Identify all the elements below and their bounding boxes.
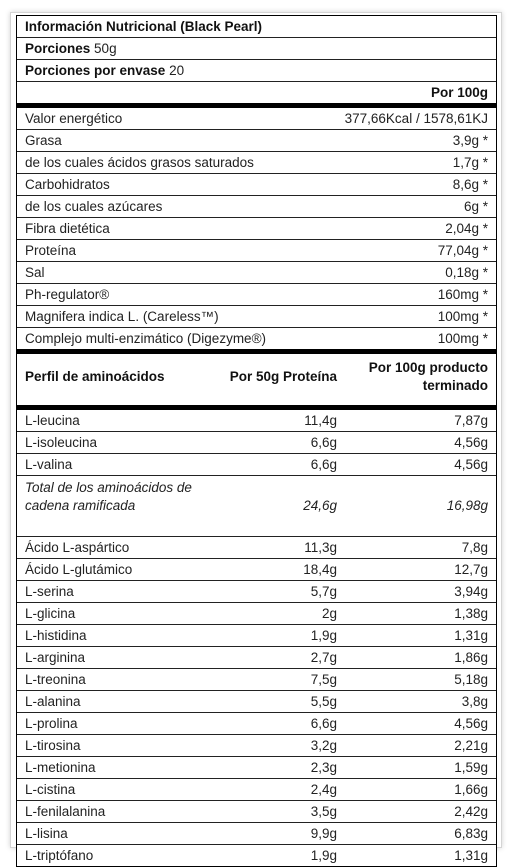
nutrient-name: Complejo multi-enzimático (Digezyme®) <box>25 331 267 346</box>
amino-row <box>17 454 496 476</box>
amino-per50-value: 2g <box>321 606 337 621</box>
amino-per100-value: 2,42g <box>454 804 488 819</box>
amino-per50-value: 3,2g <box>310 738 337 753</box>
amino-per100-value: 1,31g <box>454 848 488 863</box>
nutrient-row <box>17 174 496 196</box>
amino-row <box>17 647 496 669</box>
amino-per100-value: 1,31g <box>454 628 488 643</box>
amino-table <box>17 410 496 866</box>
nutrient-value: 2,04g * <box>445 221 488 236</box>
serving-size-row <box>17 38 496 60</box>
amino-per100-value: 7,8g <box>461 540 488 555</box>
nutrient-value: 6g * <box>463 199 488 214</box>
amino-per50-value: 7,5g <box>310 672 337 687</box>
amino-name: Total de los aminoácidos de cadena ramificada <box>25 480 192 513</box>
amino-per100-value: 5,18g <box>454 672 488 687</box>
amino-row <box>17 801 496 823</box>
amino-header-row <box>17 354 496 410</box>
nutrient-name: de los cuales azúcares <box>25 199 163 214</box>
serving-size-value: 50g <box>94 41 117 56</box>
amino-name: L-lisina <box>25 826 68 841</box>
amino-per50-value: 3,5g <box>310 804 337 819</box>
amino-row <box>17 713 496 735</box>
nutrient-name: Valor energético <box>25 111 123 126</box>
amino-row <box>17 823 496 845</box>
amino-row <box>17 669 496 691</box>
servings-per-container-row <box>17 60 496 82</box>
amino-per50-value: 1,9g <box>310 628 337 643</box>
nutrition-label <box>16 15 497 867</box>
amino-per50-value: 2,4g <box>310 782 337 797</box>
nutrient-name: Carbohidratos <box>25 177 110 192</box>
amino-per50-value: 2,3g <box>310 760 337 775</box>
amino-name: L-serina <box>25 584 74 599</box>
amino-name: L-tirosina <box>25 738 81 753</box>
amino-per50-value: 6,6g <box>310 716 337 731</box>
amino-per100-value: 12,7g <box>454 562 488 577</box>
amino-per100-value: 4,56g <box>454 435 488 450</box>
label-title-row <box>17 16 496 38</box>
amino-name: L-isoleucina <box>25 435 98 450</box>
nutrient-value: 8,6g * <box>452 177 488 192</box>
amino-name: L-leucina <box>25 413 80 428</box>
amino-per50-value: 24,6g <box>303 498 337 513</box>
nutrient-row <box>17 196 496 218</box>
amino-row <box>17 476 496 537</box>
amino-row <box>17 432 496 454</box>
nutrient-value: 100mg * <box>437 331 488 346</box>
nutrient-row <box>17 240 496 262</box>
amino-per100-value: 1,86g <box>454 650 488 665</box>
nutrient-table <box>17 108 496 354</box>
amino-per50-value: 5,7g <box>310 584 337 599</box>
amino-per50-value: 11,3g <box>304 540 337 555</box>
amino-per50-value: 5,5g <box>310 694 337 709</box>
nutrient-value: 100mg * <box>437 309 488 324</box>
amino-per100-value: 1,59g <box>454 760 488 775</box>
nutrient-name: Ph-regulator® <box>25 287 110 302</box>
amino-name: L-glicina <box>25 606 76 621</box>
amino-row <box>17 537 496 559</box>
nutrient-value: 77,04g * <box>437 243 488 258</box>
amino-row <box>17 410 496 432</box>
nutrient-name: Magnifera indica L. (Careless™) <box>25 309 219 324</box>
amino-per100-value: 1,38g <box>454 606 488 621</box>
amino-per100-value: 4,56g <box>454 716 488 731</box>
amino-per50-value: 11,4g <box>304 413 337 428</box>
amino-row <box>17 581 496 603</box>
nutrient-row <box>17 328 496 354</box>
amino-name: L-arginina <box>25 650 86 665</box>
nutrient-name: Fibra dietética <box>25 221 110 236</box>
amino-name: L-prolina <box>25 716 78 731</box>
amino-name: Ácido L-aspártico <box>25 540 130 555</box>
nutrient-value: 160mg * <box>437 287 488 302</box>
amino-row <box>17 691 496 713</box>
amino-per100-value: 1,66g <box>454 782 488 797</box>
per-100g-label: Por 100g <box>430 85 488 100</box>
amino-name: Ácido L-glutámico <box>25 562 133 577</box>
amino-per100-value: 6,83g <box>454 826 488 841</box>
amino-row <box>17 779 496 801</box>
nutrient-value: 0,18g * <box>445 265 488 280</box>
amino-name: L-treonina <box>25 672 86 687</box>
amino-name: L-alanina <box>25 694 81 709</box>
amino-per100-value: 2,21g <box>454 738 488 753</box>
nutrient-name: Proteína <box>25 243 77 258</box>
amino-col-per100-header: Por 100g producto terminado <box>368 360 488 393</box>
amino-per100-value: 3,8g <box>461 694 488 709</box>
amino-per50-value: 6,6g <box>310 435 337 450</box>
amino-per50-value: 18,4g <box>303 562 337 577</box>
amino-name: L-valina <box>25 457 73 472</box>
nutrient-row <box>17 218 496 240</box>
per-100g-header <box>17 82 496 108</box>
label-title: Información Nutricional (Black Pearl) <box>25 19 263 34</box>
amino-col-per50-header: Por 50g Proteína <box>229 369 337 384</box>
nutrient-name: Sal <box>25 265 45 280</box>
nutrient-row <box>17 284 496 306</box>
amino-per50-value: 2,7g <box>310 650 337 665</box>
nutrient-row <box>17 130 496 152</box>
amino-per100-value: 7,87g <box>454 413 488 428</box>
nutrient-name: de los cuales ácidos grasos saturados <box>25 155 254 170</box>
amino-col-name-header: Perfil de aminoácidos <box>25 369 165 384</box>
amino-per100-value: 16,98g <box>446 498 488 513</box>
nutrient-value: 377,66Kcal / 1578,61KJ <box>344 111 488 126</box>
amino-row <box>17 559 496 581</box>
servings-per-container-key: Porciones por envase <box>25 63 166 78</box>
amino-per50-value: 9,9g <box>310 826 337 841</box>
amino-name: L-metionina <box>25 760 96 775</box>
amino-row <box>17 845 496 866</box>
amino-per50-value: 1,9g <box>310 848 337 863</box>
amino-row <box>17 757 496 779</box>
nutrient-row <box>17 262 496 284</box>
nutrient-name: Grasa <box>25 133 62 148</box>
amino-row <box>17 603 496 625</box>
amino-name: L-triptófano <box>25 848 94 863</box>
amino-per100-value: 4,56g <box>454 457 488 472</box>
nutrient-row <box>17 306 496 328</box>
nutrient-value: 1,7g * <box>452 155 488 170</box>
amino-per100-value: 3,94g <box>454 584 488 599</box>
amino-row <box>17 625 496 647</box>
amino-row <box>17 735 496 757</box>
nutrient-row <box>17 108 496 130</box>
amino-name: L-fenilalanina <box>25 804 106 819</box>
serving-size-key: Porciones <box>25 41 91 56</box>
nutrient-value: 3,9g * <box>452 133 488 148</box>
amino-name: L-cistina <box>25 782 76 797</box>
servings-per-container-value: 20 <box>169 63 185 78</box>
amino-name: L-histidina <box>25 628 87 643</box>
nutrient-row <box>17 152 496 174</box>
amino-per50-value: 6,6g <box>310 457 337 472</box>
